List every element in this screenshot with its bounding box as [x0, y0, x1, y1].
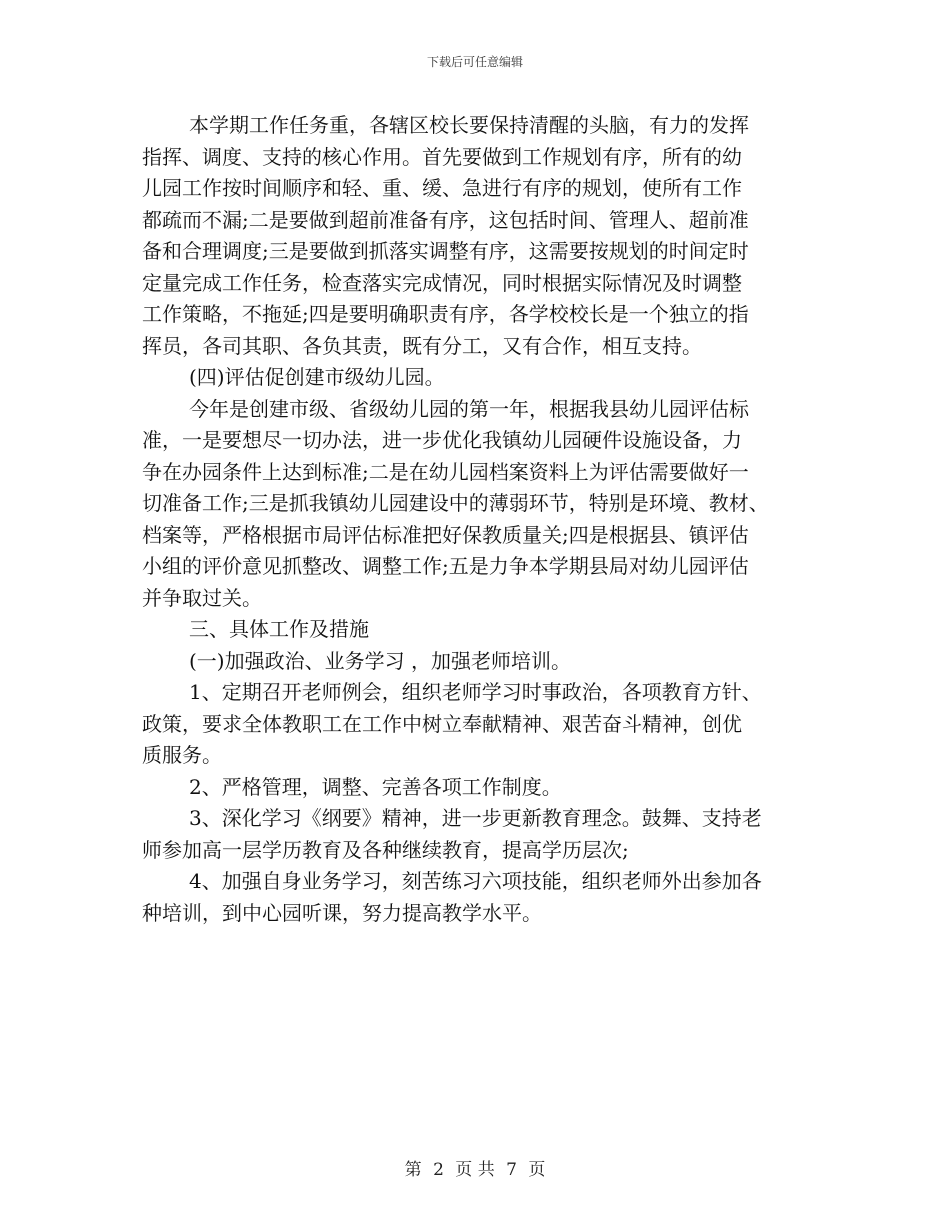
- text-line: 都疏而不漏;二是要做到超前准备有序，这包括时间、管理人、超前准: [142, 207, 749, 232]
- current-page-number: 2: [433, 1160, 444, 1180]
- text-line: 4、加强自身业务学习，刻苦练习六项技能，组织老师外出参加各: [189, 869, 762, 893]
- text-line: 准，一是要想尽一切办法，进一步优化我镇幼儿园硬件设施设备，力: [142, 428, 742, 452]
- page-header: 下载后可任意编辑: [426, 55, 523, 69]
- subsection-heading-training: [142, 646, 822, 678]
- text-line: 种培训，到中心园听课，努力提高教学水平。: [142, 900, 542, 925]
- text-line: 本学期工作任务重，各辖区校长要保持清醒的头脑，有力的发挥: [189, 113, 749, 137]
- footer-mid: 页 共: [455, 1160, 495, 1180]
- page-footer: [0, 1155, 950, 1180]
- text-line: 定量完成工作任务，检查落实完成情况，同时根据实际情况及时调整: [142, 270, 742, 295]
- text-line: 2、严格管理，调整、完善各项工作制度。: [189, 774, 562, 799]
- text-line: 小组的评价意见抓整改、调整工作;五是力争本学期县局对幼儿园评估: [142, 554, 749, 578]
- text-line: 质服务。: [142, 743, 222, 767]
- paragraph-work-order: [142, 110, 822, 362]
- text-line: 三、具体工作及措施: [189, 617, 369, 641]
- paragraph-evaluation: [142, 394, 822, 615]
- text-line: 并争取过关。: [142, 585, 262, 610]
- text-line: 师参加高一层学历教育及各种继续教育，提高学历层次;: [142, 837, 629, 862]
- text-line: 1、定期召开老师例会，组织老师学习时事政治，各项教育方针、: [189, 680, 762, 704]
- footer-prefix: 第: [404, 1160, 422, 1180]
- text-line: (一)加强政治、业务学习 ，加强老师培训。: [189, 648, 571, 673]
- section-heading-measures: [142, 614, 822, 646]
- text-line: 挥员，各司其职、各负其责，既有分工，又有合作，相互支持。: [142, 333, 702, 358]
- list-item-3: [142, 803, 822, 866]
- list-item-4: [142, 866, 822, 929]
- section-heading-evaluation: [142, 362, 822, 394]
- text-line: (四)评估促创建市级幼儿园。: [189, 365, 445, 389]
- text-line: 儿园工作按时间顺序和轻、重、缓、急进行有序的规划，使所有工作: [142, 176, 742, 200]
- total-page-number: 7: [506, 1160, 517, 1180]
- text-line: 备和合理调度;三是要做到抓落实调整有序，这需要按规划的时间定时: [142, 239, 749, 263]
- text-line: 指挥、调度、支持的核心作用。首先要做到工作规划有序，所有的幼: [142, 144, 742, 169]
- text-line: 政策，要求全体教职工在工作中树立奉献精神、艰苦奋斗精神，创优: [142, 711, 742, 736]
- footer-suffix: 页: [528, 1160, 546, 1180]
- text-line: 档案等，严格根据市局评估标准把好保教质量关;四是根据县、镇评估: [142, 522, 749, 547]
- text-line: 切准备工作;三是抓我镇幼儿园建设中的薄弱环节，特别是环境、教材、: [142, 491, 769, 515]
- text-line: 今年是创建市级、省级幼儿园的第一年，根据我县幼儿园评估标: [189, 396, 749, 421]
- text-line: 争在办园条件上达到标准;二是在幼儿园档案资料上为评估需要做好一: [142, 459, 749, 484]
- text-line: 工作策略，不拖延;四是要明确职责有序，各学校校长是一个独立的指: [142, 302, 749, 326]
- document-body: [142, 110, 822, 929]
- list-item-2: [142, 772, 822, 804]
- text-line: 3、深化学习《纲要》精神，进一步更新教育理念。鼓舞、支持老: [189, 806, 762, 830]
- list-item-1: [142, 677, 822, 772]
